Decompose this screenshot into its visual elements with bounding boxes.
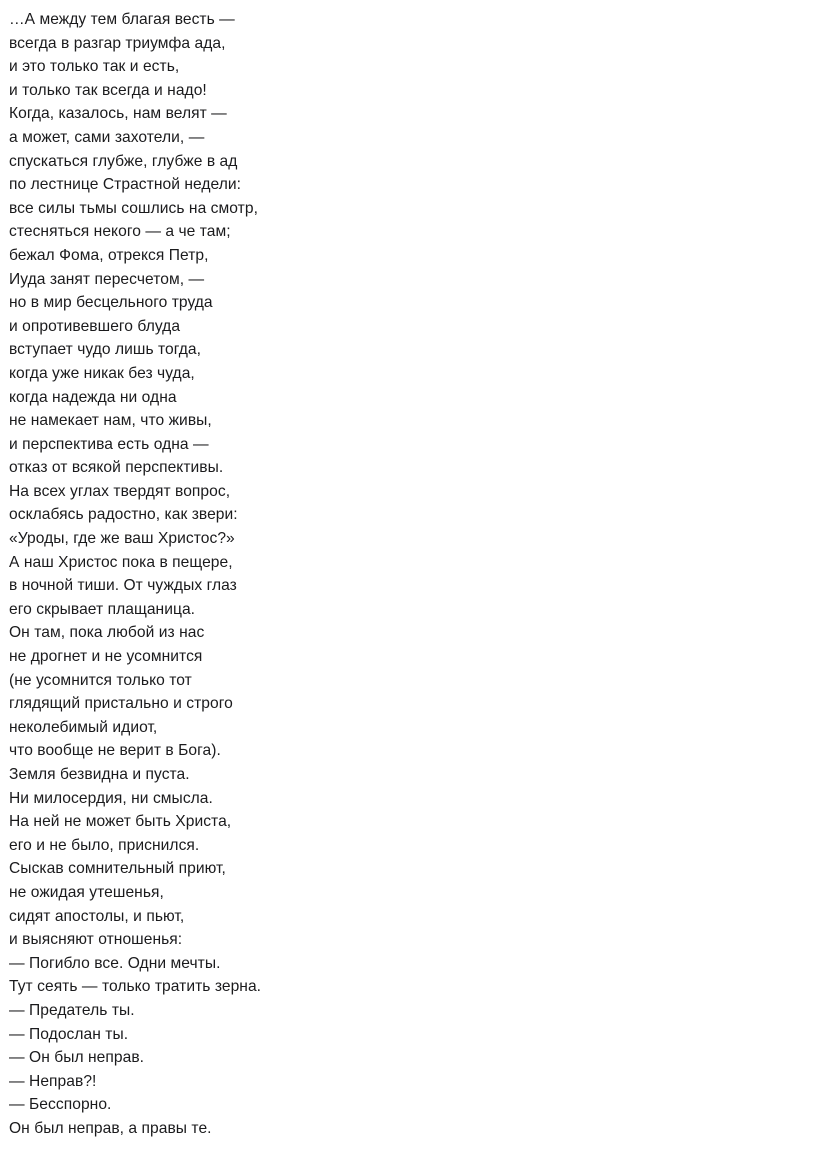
- poem-line: Когда, казалось, нам велят —: [9, 105, 227, 123]
- poem-line: и это только так и есть,: [9, 58, 180, 76]
- poem-line: отказ от всякой перспективы.: [9, 459, 224, 477]
- poem-line: и перспектива есть одна —: [9, 435, 209, 453]
- poem-line: бежал Фома, отрекся Петр,: [9, 246, 209, 264]
- poem-line: в ночной тиши. От чуждых глаз: [9, 577, 237, 595]
- poem-line: сидят апостолы, и пьют,: [9, 907, 185, 925]
- poem-line: неколебимый идиот,: [9, 718, 158, 736]
- poem-line: (не усомнится только тот: [9, 671, 192, 689]
- poem-line: Иуда занят пересчетом, —: [9, 270, 205, 288]
- poem-line: и выясняют отношенья:: [9, 931, 183, 949]
- poem-line: всегда в разгар триумфа ада,: [9, 34, 226, 52]
- poem-line: и опротивевшего блуда: [9, 317, 181, 335]
- poem-line: и только так всегда и надо!: [9, 81, 207, 99]
- poem-line: не намекает нам, что живы,: [9, 412, 212, 430]
- poem-line: глядящий пристально и строго: [9, 695, 233, 713]
- poem-line: когда надежда ни одна: [9, 388, 177, 406]
- poem-line: Тут сеять — только тратить зерна.: [9, 978, 262, 996]
- poem-line: — Погибло все. Одни мечты.: [9, 954, 221, 972]
- poem-line: Сыскав сомнительный приют,: [9, 860, 226, 878]
- poem-line: но в мир бесцельного труда: [9, 294, 213, 312]
- poem-line: осклабясь радостно, как звери:: [9, 506, 238, 524]
- poem-line: — Неправ?!: [9, 1072, 97, 1090]
- poem-line: А наш Христос пока в пещере,: [9, 553, 233, 571]
- poem-line: На всех углах твердят вопрос,: [9, 482, 231, 500]
- poem-line: Ни милосердия, ни смысла.: [9, 789, 213, 807]
- poem-line: а может, сами захотели, —: [9, 128, 205, 146]
- poem-line: Он там, пока любой из нас: [9, 624, 205, 642]
- poem-line: …А между тем благая весть —: [9, 11, 235, 28]
- poem-line: Он был неправ, а правы те.: [9, 1119, 212, 1137]
- poem-line: по лестнице Страстной недели:: [9, 176, 242, 194]
- poem-line: все силы тьмы сошлись на смотр,: [9, 199, 258, 217]
- poem-line: — Предатель ты.: [9, 1001, 135, 1019]
- poem-line: вступает чудо лишь тогда,: [9, 341, 202, 359]
- poem-line: что вообще не верит в Бога).: [9, 742, 221, 760]
- poem-line: — Подослан ты.: [9, 1025, 129, 1043]
- poem-line: спускаться глубже, глубже в ад: [9, 152, 238, 170]
- poem-line: стесняться некого — а че там;: [9, 223, 231, 241]
- poem-line: На ней не может быть Христа,: [9, 813, 232, 831]
- poem-line: не ожидая утешенья,: [9, 883, 164, 901]
- poem-text-body: [0, 8, 828, 1141]
- poem-line: Земля безвидна и пуста.: [9, 766, 190, 783]
- poem-line: — Бесспорно.: [9, 1096, 112, 1114]
- poem-line: его и не было, приснился.: [9, 836, 200, 854]
- poem-line: не дрогнет и не усомнится: [9, 648, 203, 666]
- poem-line: когда уже никак без чуда,: [9, 364, 195, 382]
- poem-line: «Уроды, где же ваш Христос?»: [9, 530, 235, 548]
- poem-line: — Он был неправ.: [9, 1049, 145, 1067]
- poem-line: его скрывает плащаница.: [9, 600, 196, 618]
